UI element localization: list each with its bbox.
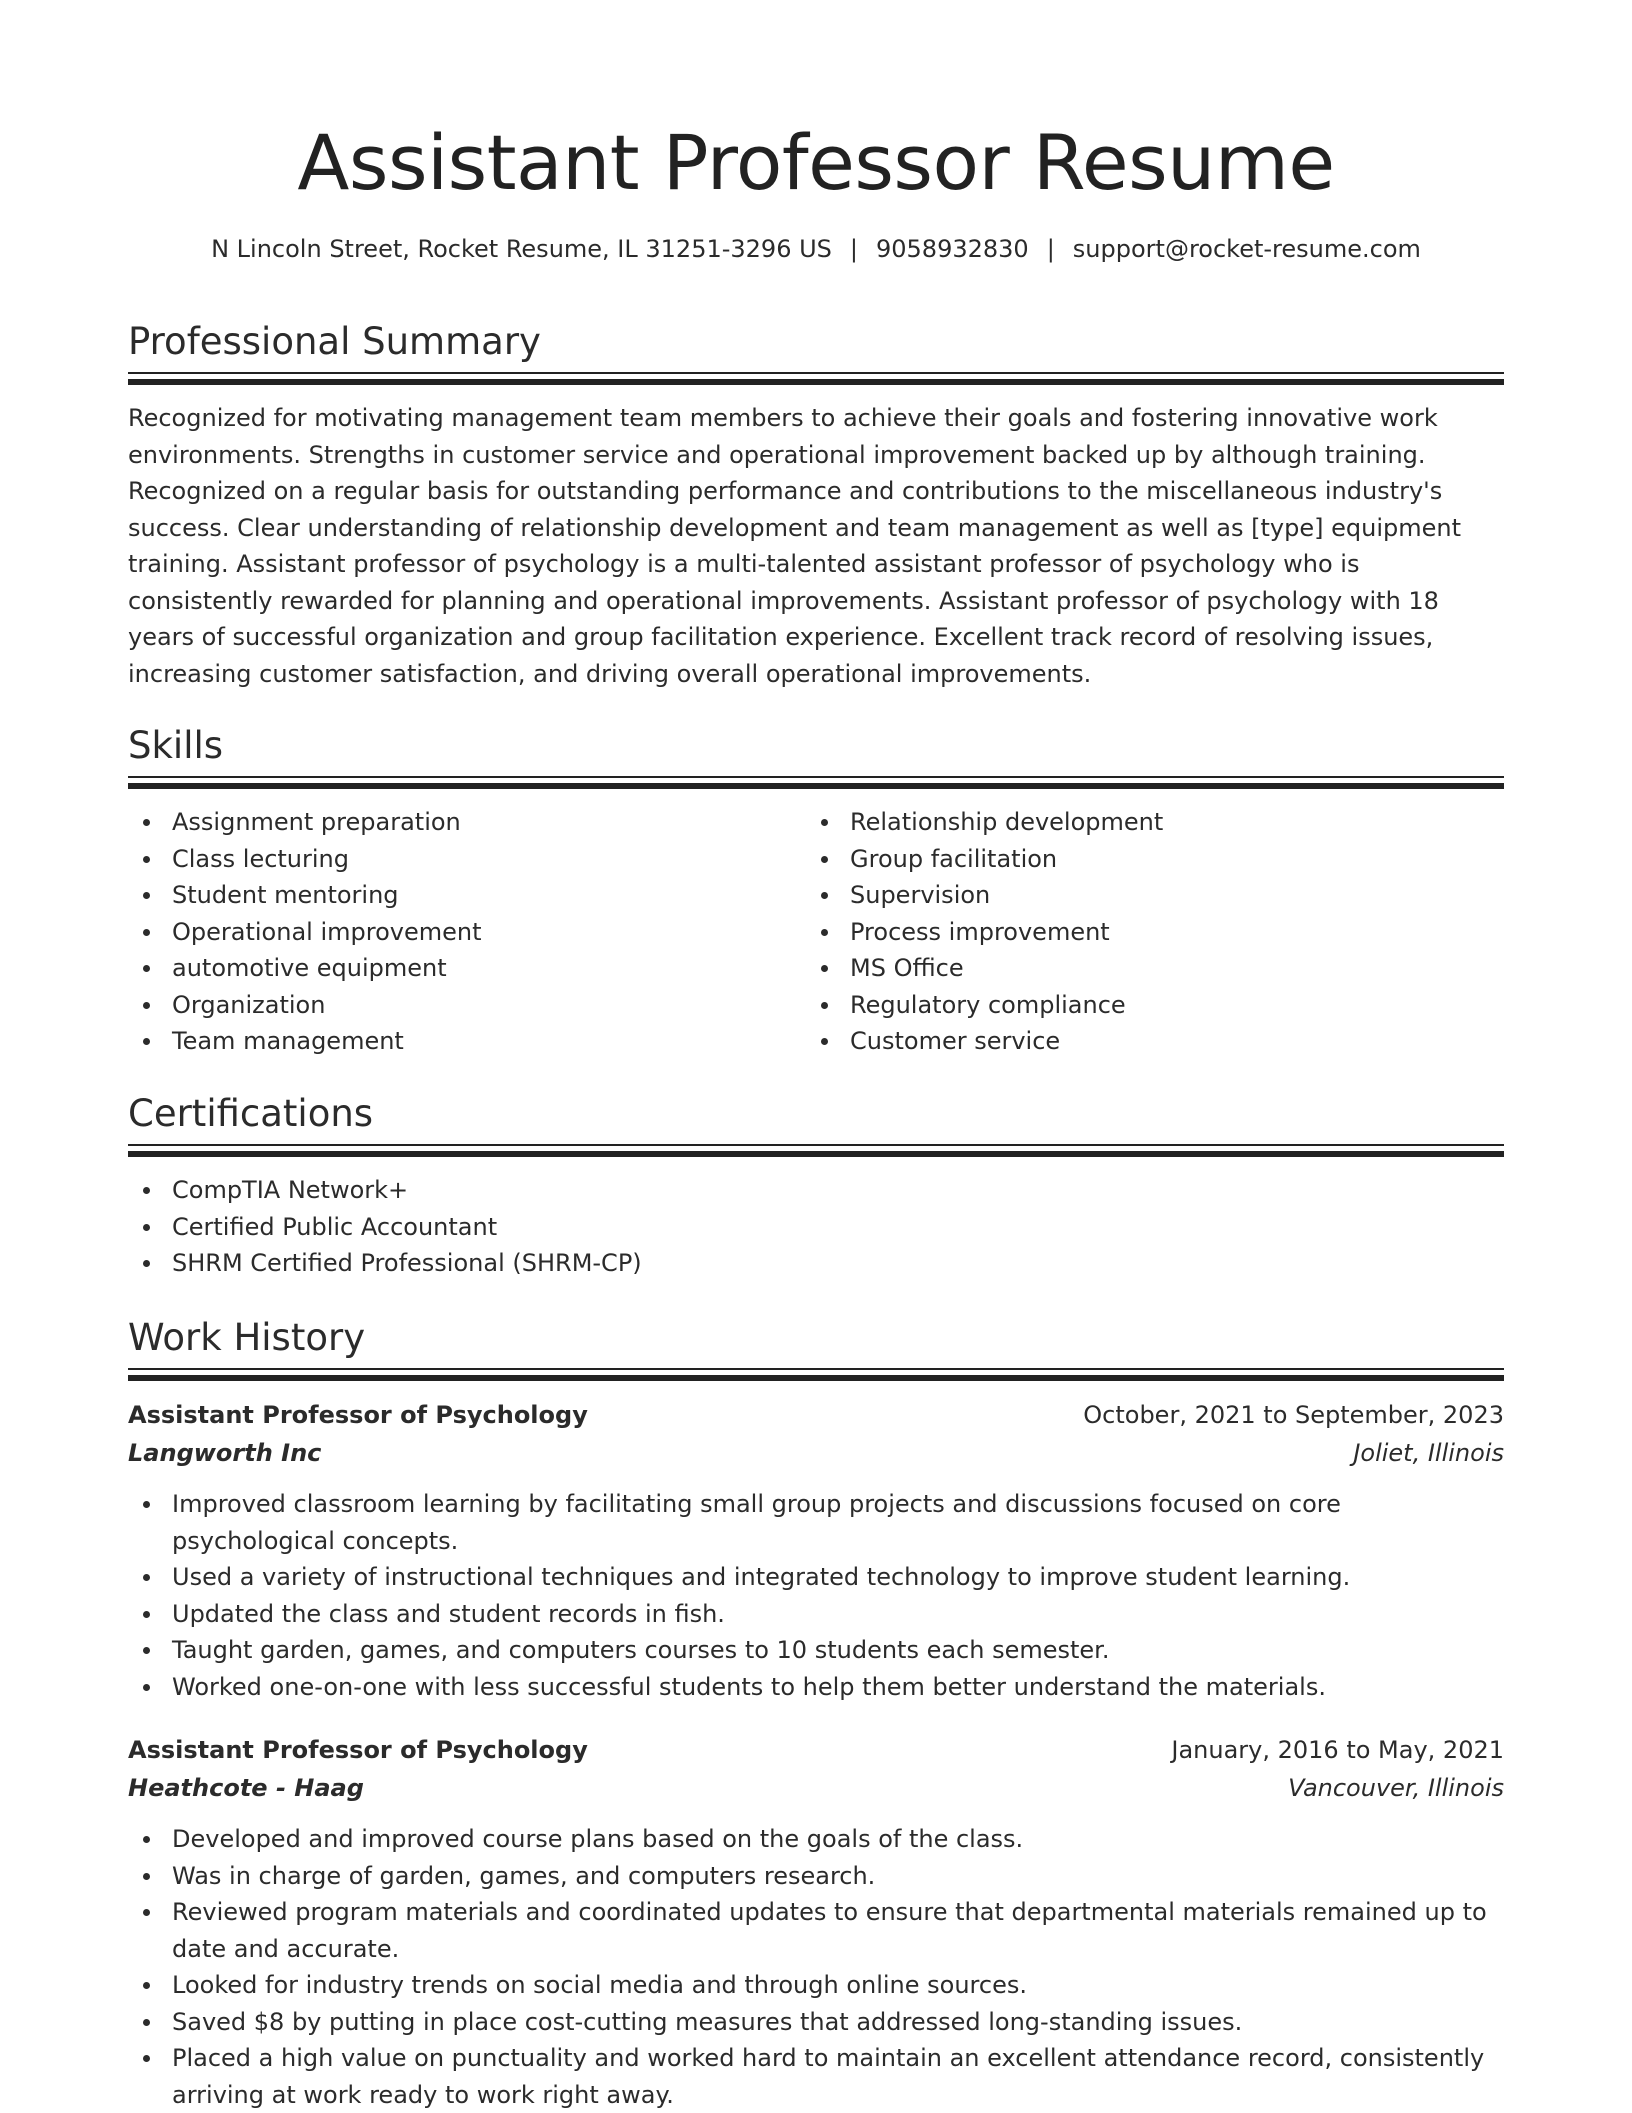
certifications-list — [128, 1172, 1504, 1282]
job-bullet: Was in charge of garden, games, and computers research. — [172, 1858, 1504, 1895]
job-bullet: Taught garden, games, and computers courses to 10 students each semester. — [172, 1632, 1504, 1669]
skill-item: Assignment preparation — [172, 804, 806, 841]
job-bullet: Used a variety of instructional techniques and integrated technology to improve student learning. — [172, 1559, 1504, 1596]
section-heading: Certifications — [128, 1092, 374, 1135]
contact-phone: 9058932830 — [876, 235, 1029, 263]
skill-item: Process improvement — [850, 914, 1484, 951]
skill-item: Regulatory compliance — [850, 987, 1484, 1024]
certification-item: Certified Public Accountant — [172, 1209, 1504, 1246]
section-divider — [128, 1144, 1504, 1158]
certification-item: SHRM Certified Professional (SHRM-CP) — [172, 1245, 1504, 1282]
section-heading: Professional Summary — [128, 320, 541, 363]
section-heading: Skills — [128, 724, 224, 767]
section-certifications — [128, 1090, 1504, 1282]
skill-item: Group facilitation — [850, 841, 1484, 878]
skill-item: Relationship development — [850, 804, 1484, 841]
skill-item: Student mentoring — [172, 877, 806, 914]
certification-item: CompTIA Network+ — [172, 1172, 1504, 1209]
skill-item: Team management — [172, 1023, 806, 1060]
job-header — [128, 1731, 1504, 1769]
job-bullets — [128, 1486, 1504, 1705]
job-title: Assistant Professor of Psychology — [128, 1401, 588, 1429]
section-skills — [128, 722, 1504, 1060]
contact-separator: | — [1046, 235, 1055, 263]
job-entry — [128, 1731, 1504, 2113]
section-work-history — [128, 1314, 1504, 2113]
job-header — [128, 1396, 1504, 1434]
skill-item: Class lecturing — [172, 841, 806, 878]
job-subheader — [128, 1769, 1504, 1807]
contact-address: N Lincoln Street, Rocket Resume, IL 31251-3296 US — [211, 235, 832, 263]
job-title: Assistant Professor of Psychology — [128, 1736, 588, 1764]
job-dates: January, 2016 to May, 2021 — [1171, 1736, 1504, 1764]
job-bullet: Updated the class and student records in fish. — [172, 1596, 1504, 1633]
job-location: Vancouver, Illinois — [1288, 1774, 1504, 1802]
job-bullet: Placed a high value on punctuality and worked hard to maintain an excellent attendance record, consistently arriving at work ready to work right away. — [172, 2040, 1504, 2113]
job-location: Joliet, Illinois — [1353, 1439, 1504, 1467]
section-professional-summary — [128, 318, 1504, 692]
skill-item: automotive equipment — [172, 950, 806, 987]
job-company: Langworth Inc — [128, 1439, 322, 1467]
job-entry — [128, 1396, 1504, 1705]
job-dates: October, 2021 to September, 2023 — [1083, 1401, 1504, 1429]
job-bullets — [128, 1821, 1504, 2113]
job-bullet: Looked for industry trends on social media and through online sources. — [172, 1967, 1504, 2004]
skill-item: MS Office — [850, 950, 1484, 987]
skill-item: Organization — [172, 987, 806, 1024]
section-heading: Work History — [128, 1316, 366, 1359]
section-divider — [128, 1368, 1504, 1382]
resume-page — [128, 0, 1504, 2109]
skill-item: Customer service — [850, 1023, 1484, 1060]
contact-email[interactable]: support@rocket-resume.com — [1072, 235, 1421, 263]
skills-list-right — [806, 804, 1484, 1060]
skills-columns — [128, 804, 1504, 1060]
job-bullet: Improved classroom learning by facilitating small group projects and discussions focused on core psychological concepts. — [172, 1486, 1504, 1559]
skills-list-left — [128, 804, 806, 1060]
job-bullet: Developed and improved course plans based on the goals of the class. — [172, 1821, 1504, 1858]
section-divider — [128, 776, 1504, 790]
section-divider — [128, 372, 1504, 386]
job-subheader — [128, 1434, 1504, 1472]
resume-title: Assistant Professor Resume — [297, 118, 1335, 207]
job-bullet: Saved $8 by putting in place cost-cutting measures that addressed long-standing issues. — [172, 2004, 1504, 2041]
contact-line — [128, 232, 1504, 266]
summary-paragraph: Recognized for motivating management team members to achieve their goals and fostering innovative work environments. Strengths in customer service and operational improvement backed up by although training. Recognized on a regular basis for outstanding performance and contributions to the miscellaneous industry's success. Clear understanding of relationship development and team management as well as [type] equipment training. Assistant professor of psychology is a multi-talented assistant professor of psychology who is consistently rewarded for planning and operational improvements. Assistant professor of psychology with 18 years of successful organization and group facilitation experience. Excellent track record of resolving issues, increasing customer satisfaction, and driving overall operational improvements. — [128, 404, 1461, 688]
job-company: Heathcote - Haag — [128, 1774, 364, 1802]
contact-separator: | — [849, 235, 858, 263]
skill-item: Operational improvement — [172, 914, 806, 951]
job-bullet: Reviewed program materials and coordinated updates to ensure that departmental materials remained up to date and accurate. — [172, 1894, 1504, 1967]
skill-item: Supervision — [850, 877, 1484, 914]
job-bullet: Worked one-on-one with less successful students to help them better understand the materials. — [172, 1669, 1504, 1706]
